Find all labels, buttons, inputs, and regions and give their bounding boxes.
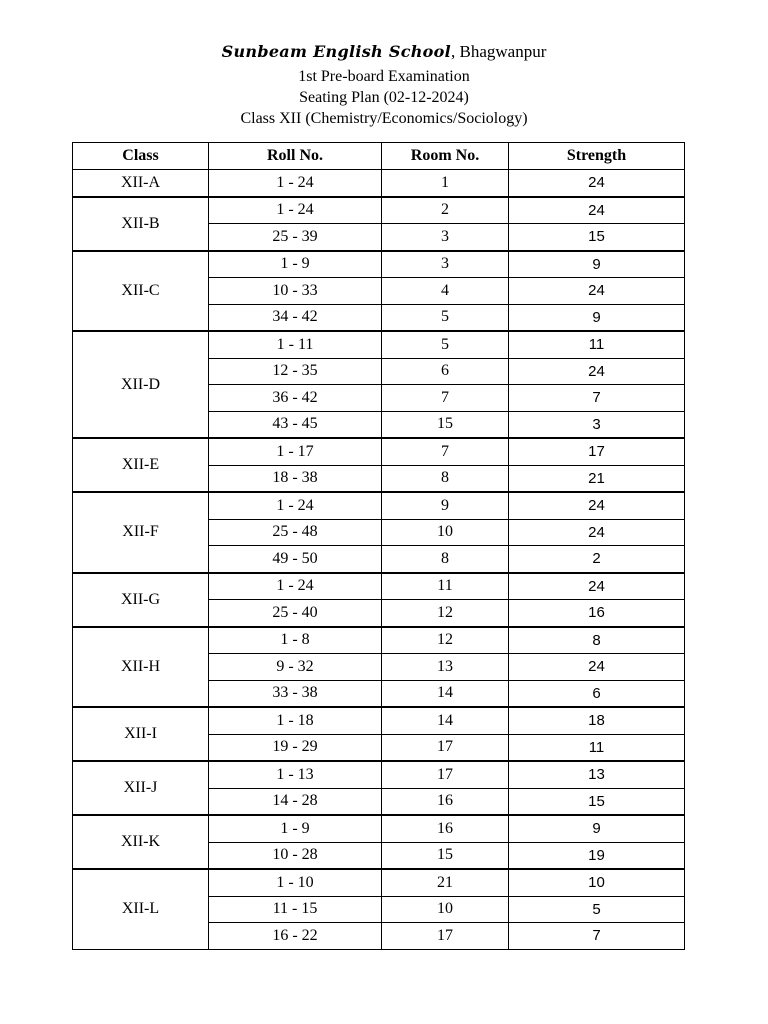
strength-cell: 21: [509, 465, 685, 492]
room-no-cell: 12: [382, 600, 509, 627]
strength-cell: 16: [509, 600, 685, 627]
room-no-cell: 5: [382, 304, 509, 331]
strength-cell: 8: [509, 627, 685, 654]
roll-no-cell: 1 - 11: [209, 331, 382, 358]
table-row: [73, 573, 685, 600]
class-cell: XII-H: [73, 627, 209, 708]
roll-no-cell: 49 - 50: [209, 546, 382, 573]
table-row: [73, 761, 685, 788]
strength-cell: 19: [509, 842, 685, 869]
class-cell: XII-J: [73, 761, 209, 815]
roll-no-cell: 1 - 18: [209, 707, 382, 734]
roll-no-cell: 1 - 10: [209, 869, 382, 896]
roll-no-cell: 1 - 24: [209, 197, 382, 224]
class-cell: XII-B: [73, 197, 209, 251]
roll-no-cell: 1 - 13: [209, 761, 382, 788]
roll-no-cell: 1 - 9: [209, 815, 382, 842]
exam-title: 1st Pre-board Examination: [298, 68, 470, 85]
room-no-cell: 14: [382, 680, 509, 707]
table-header-row: [73, 143, 685, 170]
strength-cell: 13: [509, 761, 685, 788]
room-no-cell: 3: [382, 251, 509, 278]
table-row: [73, 251, 685, 278]
class-subjects: Class XII (Chemistry/Economics/Sociology): [240, 110, 528, 127]
room-no-cell: 17: [382, 734, 509, 761]
roll-no-cell: 34 - 42: [209, 304, 382, 331]
roll-no-cell: 16 - 22: [209, 923, 382, 950]
strength-cell: 24: [509, 197, 685, 224]
room-no-cell: 16: [382, 815, 509, 842]
roll-no-cell: 14 - 28: [209, 788, 382, 815]
room-no-cell: 4: [382, 278, 509, 305]
strength-cell: 24: [509, 492, 685, 519]
column-header-strength: Strength: [509, 143, 685, 170]
strength-cell: 15: [509, 788, 685, 815]
strength-cell: 6: [509, 680, 685, 707]
roll-no-cell: 11 - 15: [209, 896, 382, 923]
strength-cell: 9: [509, 304, 685, 331]
school-line: [0, 38, 768, 66]
strength-cell: 10: [509, 869, 685, 896]
strength-cell: 24: [509, 358, 685, 385]
strength-cell: 9: [509, 251, 685, 278]
column-header-class: Class: [73, 143, 209, 170]
room-no-cell: 7: [382, 438, 509, 465]
roll-no-cell: 36 - 42: [209, 385, 382, 412]
strength-cell: 24: [509, 573, 685, 600]
roll-no-cell: 1 - 24: [209, 573, 382, 600]
strength-cell: 5: [509, 896, 685, 923]
roll-no-cell: 10 - 28: [209, 842, 382, 869]
strength-cell: 18: [509, 707, 685, 734]
room-no-cell: 6: [382, 358, 509, 385]
table-body: [73, 170, 685, 950]
strength-cell: 9: [509, 815, 685, 842]
class-cell: XII-K: [73, 815, 209, 869]
class-cell: XII-I: [73, 707, 209, 761]
room-no-cell: 3: [382, 224, 509, 251]
roll-no-cell: 1 - 24: [209, 492, 382, 519]
school-location: , Bhagwanpur: [451, 42, 547, 61]
class-cell: XII-D: [73, 331, 209, 438]
strength-cell: 3: [509, 411, 685, 438]
table-row: [73, 438, 685, 465]
room-no-cell: 1: [382, 170, 509, 197]
room-no-cell: 9: [382, 492, 509, 519]
class-cell: XII-L: [73, 869, 209, 949]
room-no-cell: 7: [382, 385, 509, 412]
room-no-cell: 16: [382, 788, 509, 815]
column-header-roll-no: Roll No.: [209, 143, 382, 170]
room-no-cell: 12: [382, 627, 509, 654]
roll-no-cell: 25 - 39: [209, 224, 382, 251]
strength-cell: 24: [509, 519, 685, 546]
strength-cell: 24: [509, 654, 685, 681]
document-header: [0, 38, 768, 129]
seating-plan-table: [72, 142, 685, 950]
room-no-cell: 11: [382, 573, 509, 600]
roll-no-cell: 33 - 38: [209, 680, 382, 707]
roll-no-cell: 25 - 40: [209, 600, 382, 627]
strength-cell: 17: [509, 438, 685, 465]
roll-no-cell: 1 - 8: [209, 627, 382, 654]
room-no-cell: 15: [382, 411, 509, 438]
room-no-cell: 10: [382, 519, 509, 546]
roll-no-cell: 9 - 32: [209, 654, 382, 681]
table-row: [73, 627, 685, 654]
roll-no-cell: 25 - 48: [209, 519, 382, 546]
roll-no-cell: 1 - 24: [209, 170, 382, 197]
table-row: [73, 815, 685, 842]
room-no-cell: 14: [382, 707, 509, 734]
class-cell: XII-G: [73, 573, 209, 627]
strength-cell: 2: [509, 546, 685, 573]
class-cell: XII-C: [73, 251, 209, 332]
strength-cell: 7: [509, 923, 685, 950]
table-row: [73, 331, 685, 358]
room-no-cell: 15: [382, 842, 509, 869]
room-no-cell: 5: [382, 331, 509, 358]
room-no-cell: 21: [382, 869, 509, 896]
roll-no-cell: 1 - 9: [209, 251, 382, 278]
column-header-room-no: Room No.: [382, 143, 509, 170]
roll-no-cell: 10 - 33: [209, 278, 382, 305]
roll-no-cell: 12 - 35: [209, 358, 382, 385]
roll-no-cell: 1 - 17: [209, 438, 382, 465]
table-row: [73, 707, 685, 734]
strength-cell: 11: [509, 734, 685, 761]
class-cell: XII-A: [73, 170, 209, 197]
strength-cell: 24: [509, 170, 685, 197]
table-row: [73, 492, 685, 519]
room-no-cell: 17: [382, 923, 509, 950]
class-cell: XII-E: [73, 438, 209, 492]
roll-no-cell: 18 - 38: [209, 465, 382, 492]
strength-cell: 24: [509, 278, 685, 305]
strength-cell: 7: [509, 385, 685, 412]
room-no-cell: 13: [382, 654, 509, 681]
room-no-cell: 8: [382, 546, 509, 573]
strength-cell: 15: [509, 224, 685, 251]
table-row: [73, 869, 685, 896]
school-name: Sunbeam English School: [221, 42, 451, 61]
table-row: [73, 170, 685, 197]
table-row: [73, 197, 685, 224]
room-no-cell: 10: [382, 896, 509, 923]
room-no-cell: 8: [382, 465, 509, 492]
room-no-cell: 2: [382, 197, 509, 224]
roll-no-cell: 19 - 29: [209, 734, 382, 761]
roll-no-cell: 43 - 45: [209, 411, 382, 438]
seating-plan-date: Seating Plan (02-12-2024): [299, 89, 469, 106]
strength-cell: 11: [509, 331, 685, 358]
class-cell: XII-F: [73, 492, 209, 573]
room-no-cell: 17: [382, 761, 509, 788]
